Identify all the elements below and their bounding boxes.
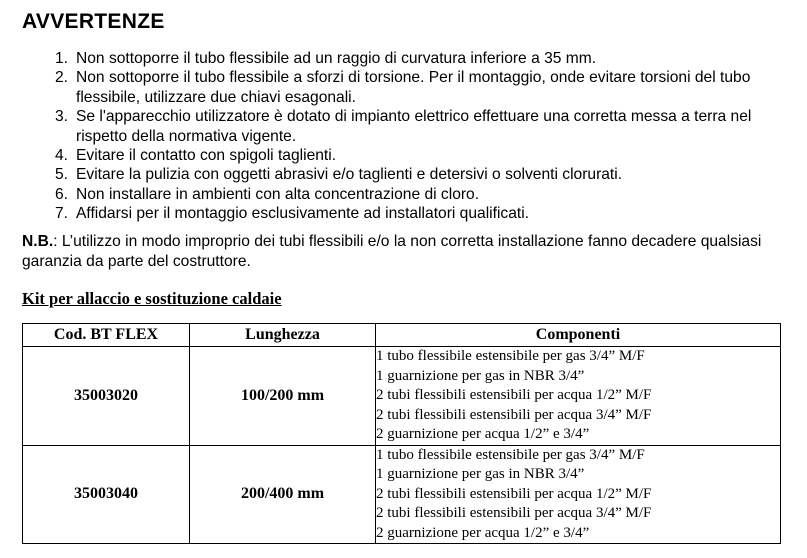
- item-number: 4.: [54, 147, 68, 165]
- item-text: Non installare in ambienti con alta concentrazione di cloro.: [76, 185, 480, 203]
- warnings-list: [22, 49, 792, 224]
- item-number: 6.: [54, 185, 68, 203]
- list-item: [22, 49, 792, 68]
- list-item: [22, 185, 792, 204]
- table-row: [23, 445, 781, 544]
- header-components: Componenti: [376, 324, 781, 347]
- component-line: 1 tubo flessibile estensibile per gas 3/4” M/F: [376, 348, 645, 364]
- item-text: Non sottoporre il tubo flessibile ad un raggio di curvatura inferiore a 35 mm.: [76, 50, 597, 67]
- component-line: 2 tubi flessibili estensibili per acqua 3/4” M/F: [376, 406, 652, 423]
- cell-code: 35003020: [23, 347, 190, 446]
- item-text: Se l'apparecchio utilizzatore è dotato di impianto elettrico effettuare una corretta messa a terra nel rispetto della normativa vigente.: [76, 108, 752, 145]
- component-line: 2 tubi flessibili estensibili per acqua 3/4” M/F: [376, 505, 652, 521]
- item-number: 1.: [54, 50, 68, 67]
- list-item: [22, 165, 792, 184]
- header-length: Lunghezza: [190, 324, 376, 347]
- list-item: [22, 204, 792, 223]
- component-line: 2 tubi flessibili estensibili per acqua 1/2” M/F: [376, 485, 652, 502]
- component-line: 1 guarnizione per gas in NBR 3/4”: [376, 367, 585, 384]
- list-item: [22, 146, 792, 165]
- header-code: Cod. BT FLEX: [23, 324, 190, 347]
- list-item: [22, 107, 792, 146]
- cell-length: 200/400 mm: [190, 445, 376, 544]
- table-row: [23, 347, 781, 446]
- item-text: Evitare il contatto con spigoli taglienti.: [76, 147, 337, 165]
- item-text: Affidarsi per il montaggio esclusivamente ad installatori qualificati.: [76, 205, 530, 223]
- kit-section-title: Kit per allaccio e sostituzione caldaie: [22, 289, 282, 308]
- component-line: 2 guarnizione per acqua 1/2” e 3/4”: [376, 524, 590, 541]
- component-line: 2 guarnizione per acqua 1/2” e 3/4”: [376, 426, 590, 442]
- component-line: 1 guarnizione per gas in NBR 3/4”: [376, 466, 585, 482]
- item-number: 3.: [54, 108, 68, 126]
- nb-label: N.B.: [22, 233, 54, 250]
- list-item: [22, 68, 792, 107]
- item-number: 2.: [54, 69, 68, 87]
- nb-text: : L’utilizzo in modo improprio dei tubi flessibili e/o la non corretta installazione fanno decadere qualsiasi garanzia da parte del costruttore.: [22, 233, 762, 270]
- cell-components: [376, 445, 781, 544]
- item-number: 5.: [54, 166, 68, 184]
- page-title: AVVERTENZE: [22, 10, 165, 33]
- component-line: 1 tubo flessibile estensibile per gas 3/4” M/F: [376, 446, 645, 463]
- kit-table: [22, 323, 781, 544]
- component-line: 2 tubi flessibili estensibili per acqua 1/2” M/F: [376, 387, 652, 403]
- cell-components: [376, 347, 781, 446]
- cell-code: 35003040: [23, 445, 190, 544]
- item-text: Non sottoporre il tubo flessibile a sforzi di torsione. Per il montaggio, onde evitare torsioni del tubo flessibile, utilizzare due chiavi esagonali.: [76, 69, 751, 106]
- table-header-row: [23, 324, 781, 347]
- nb-note: [22, 232, 792, 272]
- cell-length: 100/200 mm: [190, 347, 376, 446]
- item-number: 7.: [54, 205, 68, 223]
- item-text: Evitare la pulizia con oggetti abrasivi e/o taglienti e detersivi o solventi clorurati.: [76, 166, 623, 184]
